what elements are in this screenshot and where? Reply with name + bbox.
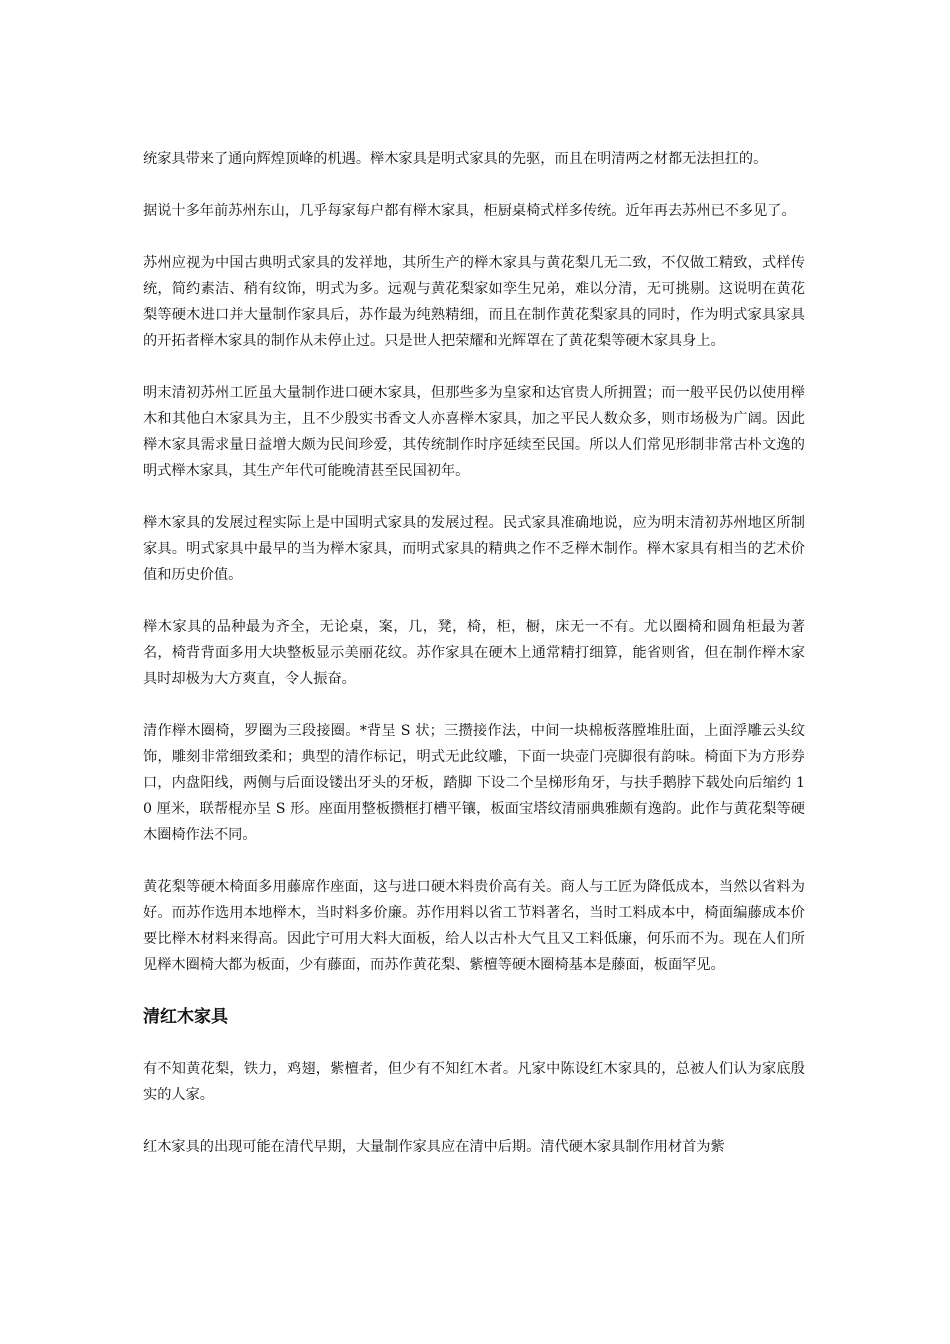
paragraph-7: 清作榉木圈椅，罗圈为三段接圈。*背呈 S 状；三攒接作法，中间一块棉板落膛堆肚面，上面浮雕云头纹饰，雕刻非常细致柔和；典型的清作标记，明式无此纹雕，下面一块壶门亮脚很有韵味。椅面下为方形券口，内盘阳线，两侧与后面设镂出牙头的牙板，踏脚 下设二个呈梯形角牙，与扶手鹅脖下载处向后缩约 10 厘米，联帮棍亦呈 S 形。座面用整板攒框打槽平镶，板面宝塔纹清丽典雅颇有逸韵。此作与黄花梨等硬木圈椅作法不同。 <box>143 723 805 843</box>
paragraph-6: 榉木家具的品种最为齐全，无论桌，案，几，凳，椅，柜，橱，床无一不有。尤以圈椅和圆角柜最为著名，椅背背面多用大块整板显示美丽花纹。苏作家具在硬木上通常精打细算，能省则省，但在制作榉木家具时却极为大方爽直，令人振奋。 <box>143 619 805 687</box>
document-page <box>143 146 805 1186</box>
paragraph-2: 据说十多年前苏州东山，几乎每家每户都有榉木家具，柜厨桌椅式样多传统。近年再去苏州已不多见了。 <box>143 203 796 219</box>
section-heading: 清红木家具 <box>143 1007 228 1027</box>
paragraph-4: 明末清初苏州工匠虽大量制作进口硬木家具，但那些多为皇家和达官贵人所拥置；而一般平民仍以使用榉木和其他白木家具为主，且不少殷实书香文人亦喜榉木家具，加之平民人数众多，则市场极为广阔。因此榉木家具需求量日益增大颇为民间珍爱，其传统制作时序延续至民国。所以人们常见形制非常古朴文逸的明式榉木家具，其生产年代可能晚清甚至民国初年。 <box>143 385 805 479</box>
paragraph-1: 统家具带来了通向辉煌顶峰的机遇。榉木家具是明式家具的先驱，而且在明清两之材都无法担扛的。 <box>143 151 768 167</box>
paragraph-5: 榉木家具的发展过程实际上是中国明式家具的发展过程。民式家具准确地说，应为明末清初苏州地区所制家具。明式家具中最早的当为榉木家具，而明式家具的精典之作不乏榉木制作。榉木家具有相当的艺术价值和历史价值。 <box>143 515 805 583</box>
paragraph-10: 红木家具的出现可能在清代早期，大量制作家具应在清中后期。清代硬木家具制作用材首为紫 <box>143 1139 725 1155</box>
paragraph-9: 有不知黄花梨，铁力，鸡翅，紫檀者，但少有不知红木者。凡家中陈设红木家具的，总被人们认为家底殷实的人家。 <box>143 1061 805 1103</box>
paragraph-3: 苏州应视为中国古典明式家具的发祥地，其所生产的榉木家具与黄花梨几无二致，不仅做工精致，式样传统，简约素洁、稍有纹饰，明式为多。远观与黄花梨家如孪生兄弟，难以分清，无可挑剔。这说明在黄花梨等硬木进口并大量制作家具后，苏作最为纯熟精细，而且在制作黄花梨家具的同时，作为明式家具家具的开拓者榉木家具的制作从未停止过。只是世人把荣耀和光辉罩在了黄花梨等硬木家具身上。 <box>143 255 805 349</box>
paragraph-8: 黄花梨等硬木椅面多用藤席作座面，这与进口硬木料贵价高有关。商人与工匠为降低成本，当然以省料为好。而苏作选用本地榉木，当时料多价廉。苏作用料以省工节料著名，当时工料成本中，椅面编藤成本价要比榉木材料来得高。因此宁可用大料大面板，给人以古朴大气且又工料低廉，何乐而不为。现在人们所见榉木圈椅大都为板面，少有藤面，而苏作黄花梨、紫檀等硬木圈椅基本是藤面，板面罕见。 <box>143 879 805 973</box>
